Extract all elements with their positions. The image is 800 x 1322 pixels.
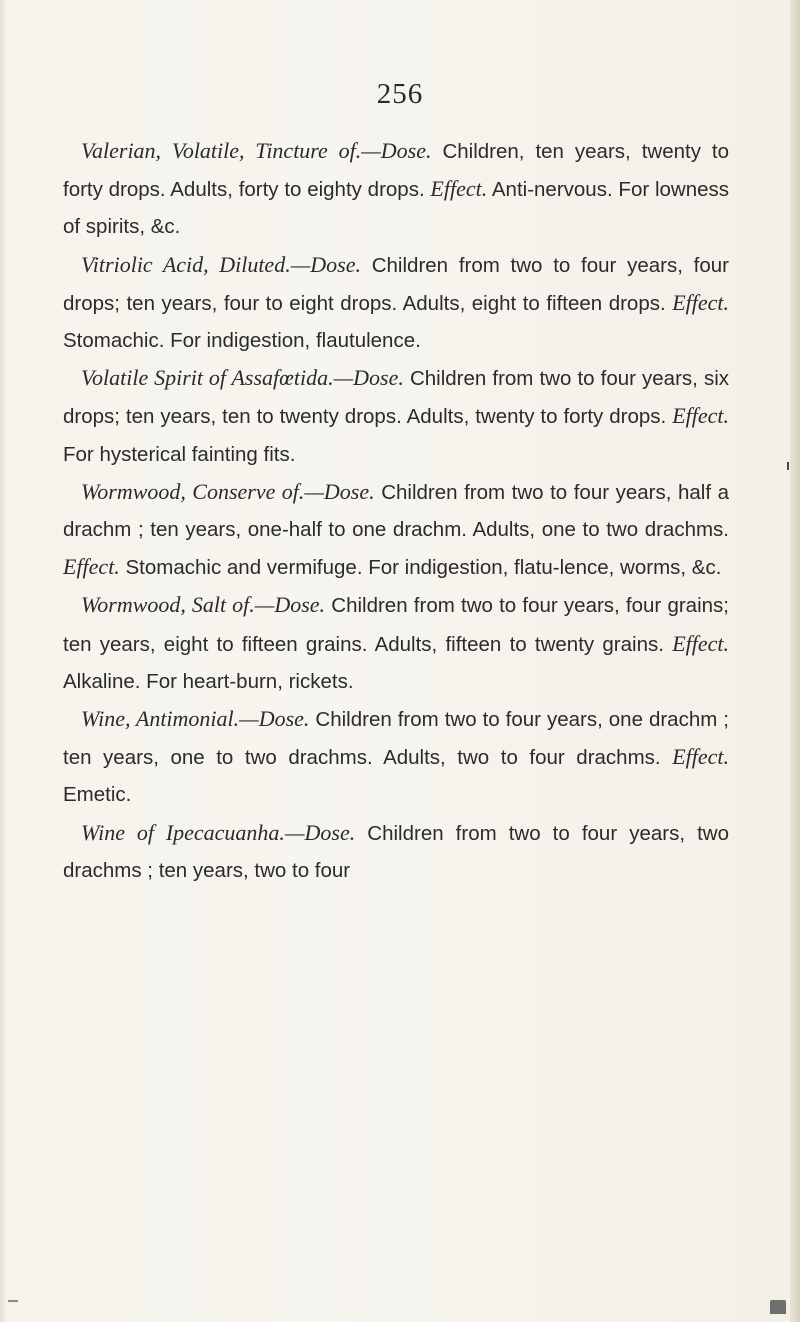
entry-valerian [63, 132, 729, 246]
effect-label: Effect. [430, 176, 488, 202]
dose-label: —Dose. [290, 251, 361, 277]
effect-text: Emetic. [63, 783, 132, 807]
entry-vitriolic-acid [63, 246, 729, 360]
entry-title: Wormwood, Salt of. [81, 592, 255, 618]
dose-text: Children, ten years, twenty to forty drops. Adults, forty to eighty drops. [63, 140, 729, 202]
entry-wormwood-conserve [63, 473, 729, 587]
dose-text: Children from two to four years, one drachm ; ten years, one to two drachms. Adults, two to four drachms. [63, 708, 729, 770]
entry-title: Valerian, Volatile, Tincture of. [81, 138, 362, 163]
effect-text: For hysterical fainting fits. [63, 442, 296, 466]
entry-title: Volatile Spirit of Assafœtida. [81, 365, 334, 391]
margin-mark [787, 462, 789, 470]
page-body [63, 132, 729, 889]
scan-artifact-left [8, 1300, 18, 1302]
entry-wine-antimonial [63, 700, 729, 814]
entry-volatile-spirit [63, 359, 729, 473]
entry-title: Wormwood, Conserve of. [81, 478, 305, 504]
entry-title: Vitriolic Acid, Diluted. [81, 251, 291, 277]
dose-label: —Dose. [239, 706, 310, 732]
effect-text: Stomachic. For indigestion, flautulence. [63, 329, 421, 353]
dose-label: —Dose. [361, 138, 432, 163]
effect-label: Effect. [672, 630, 729, 656]
entry-wormwood-salt [63, 586, 729, 700]
dose-text: Children from two to four years, four grains; ten years, eight to fifteen grains. Adults, fifteen to twenty grains. [63, 594, 729, 656]
effect-text: Stomachic and vermifuge. For indigestion, flatu-lence, worms, &c. [119, 556, 722, 580]
dose-label: —Dose. [254, 592, 326, 618]
effect-label: Effect. [672, 403, 729, 429]
effect-text: Anti-nervous. For lowness of spirits, &c. [63, 178, 730, 239]
effect-label: Effect. [672, 744, 729, 770]
dose-label: —Dose. [304, 478, 375, 504]
dose-text: Children from two to four years, four drops; ten years, four to eight drops. Adults, eight to fifteen drops. [63, 253, 729, 315]
dose-text: Children from two to four years, two drachms ; ten years, two to four [63, 821, 729, 882]
dose-text: Children from two to four years, half a drachm ; ten years, one-half to one drachm. Adults, one to two drachms. [63, 480, 729, 542]
entry-title: Wine, Antimonial. [81, 706, 240, 732]
dose-label: —Dose. [284, 819, 356, 845]
effect-text: Alkaline. For heart-burn, rickets. [63, 669, 354, 693]
page-left-edge [0, 0, 6, 1322]
dose-text: Children from two to four years, six drops; ten years, ten to twenty drops. Adults, twenty to forty drops. [63, 367, 729, 429]
page-number: 256 [376, 78, 424, 110]
entry-title: Wine of Ipecacuanha. [81, 819, 285, 845]
effect-label: Effect. [63, 554, 120, 580]
entry-wine-ipecacuanha [63, 814, 729, 889]
page-right-edge [790, 0, 800, 1322]
effect-label: Effect. [672, 289, 729, 315]
dose-label: —Dose. [333, 365, 404, 391]
scan-artifact-right [770, 1300, 786, 1314]
